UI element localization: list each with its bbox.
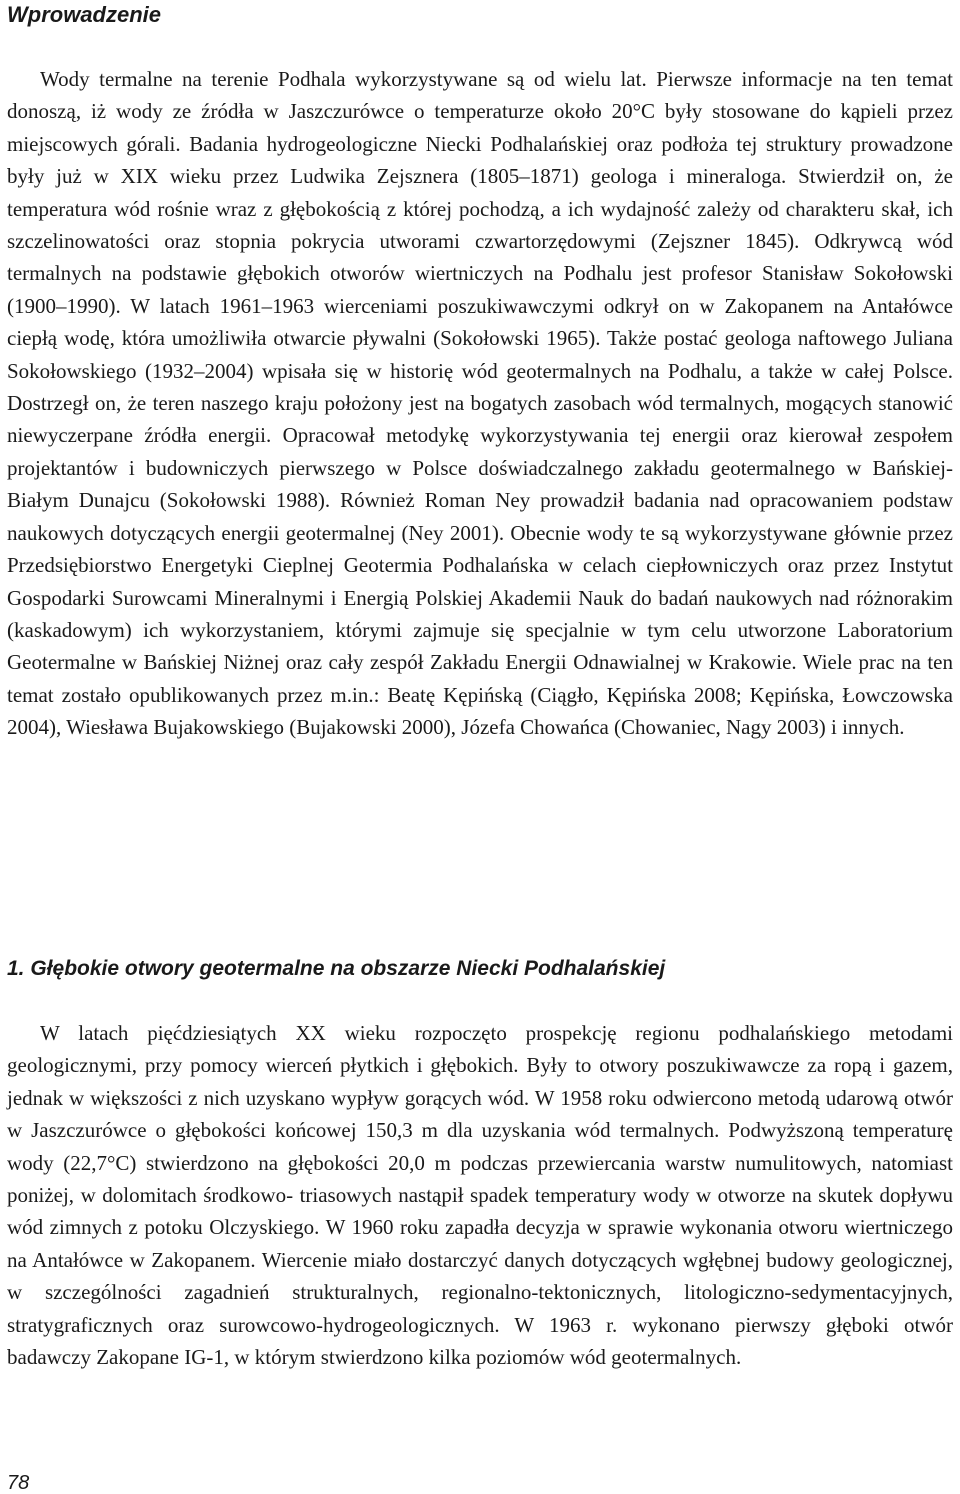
introduction-paragraph: Wody termalne na terenie Podhala wykorzystywane są od wielu lat. Pierwsze informacje na ten temat donoszą, iż wody ze źródła w Jaszczurówce o temperaturze około 20°C były stosowane do kąpieli przez miejscowych górali. Badania hydrogeologiczne Niecki Podhalańskiej oraz podłoża tej struktury prowadzone były już w XIX wieku przez Ludwika Zejsznera (1805–1871) geologa i mineraloga. Stwierdził on, że temperatura wód rośnie wraz z głębokością z której pochodzą, a ich wydajność zależy od charakteru skał, ich szczelinowatości oraz stopnia pokrycia utworami czwartorzędowymi (Zejszner 1845). Odkrywcą wód termalnych na podstawie głębokich otworów wiertniczych na Podhalu jest profesor Stanisław Sokołowski (1900–1990). W latach 1961–1963 wierceniami poszukiwawczymi odkrył on w Zakopanem na Antałówce ciepłą wodę, która umożliwiła otwarcie pływalni (Sokołowski 1965). Także postać geologa naftowego Juliana Sokołowskiego (1932–2004) wpisała się w historię wód geotermalnych na Podhalu, a także w całej Polsce. Dostrzegł on, że teren naszego kraju położony jest na bogatych zasobach wód termalnych, mogących stanowić niewyczerpane źródła energii. Opracował metodykę wykorzystywania tej energii oraz kierował zespołem projektantów i budowniczych pierwszego w Polsce doświadczalnego zakładu geotermalnego w Bańskiej-Białym Dunajcu (Sokołowski 1988). Również Roman Ney prowadził badania nad opracowaniem podstaw naukowych dotyczących energii geotermalnej (Ney 2001). Obecnie wody te są wykorzystywane głównie przez Przedsiębiorstwo Energetyki Cieplnej Geotermia Podhalańska w celach ciepłowniczych oraz przez Instytut Gospodarki Surowcami Mineralnymi i Energią Polskiej Akademii Nauk do badań naukowych nad różnorakim (kaskadowym) ich wykorzystaniem, którymi zajmuje się specjalnie w tym celu utworzone Laboratorium Geotermalne w Bańskiej Niżnej oraz cały zespół Zakładu Energii Odnawialnej w Krakowie. Wiele prac na ten temat zostało opublikowanych przez m.in.: Beatę Kępińską (Ciągło, Kępińska 2008; Kępińska, Łowczowska 2004), Wiesława Bujakowskiego (Bujakowski 2000), Józefa Chowańca (Chowaniec, Nagy 2003) i innych. xyxy=(7,67,953,740)
section-heading-introduction: Wprowadzenie xyxy=(7,2,162,27)
section-heading-deep-boreholes: 1. Głębokie otwory geotermalne na obszarze Niecki Podhalańskiej xyxy=(7,957,666,980)
page-number: 78 xyxy=(7,1472,30,1494)
deep-boreholes-paragraph: W latach pięćdziesiątych XX wieku rozpoczęto prospekcję regionu podhalańskiego metodami geologicznymi, przy pomocy wierceń płytkich i głębokich. Były to otwory poszukiwawcze za ropą i gazem, jednak w większości z nich uzyskano wypływ gorących wód. W 1958 roku odwiercono metodą udarową otwór w Jaszczurówce o głębokości końcowej 150,3 m dla uzyskania wód termalnych. Podwyższoną temperaturę wody (22,7°C) stwierdzono na głębokości 20,0 m podczas przewiercania warstw numulitowych, natomiast poniżej, w dolomitach środkowo- triasowych nastąpił spadek temperatury wody w otworze na skutek dopływu wód zimnych z potoku Olczyskiego. W 1960 roku zapadła decyzja w sprawie wykonania otworu wiertniczego na Antałówce w Zakopanem. Wiercenie miało dostarczyć danych dotyczących wgłębnej budowy geologicznej, w szczególności zagadnień strukturalnych, regionalno-tektonicznych, litologiczno-sedymentacyjnych, stratygraficznych oraz surowcowo-hydrogeologicznych. W 1963 r. wykonano pierwszy głęboki otwór badawczy Zakopane IG-1, w którym stwierdzono kilka poziomów wód geotermalnych. xyxy=(7,1021,953,1370)
